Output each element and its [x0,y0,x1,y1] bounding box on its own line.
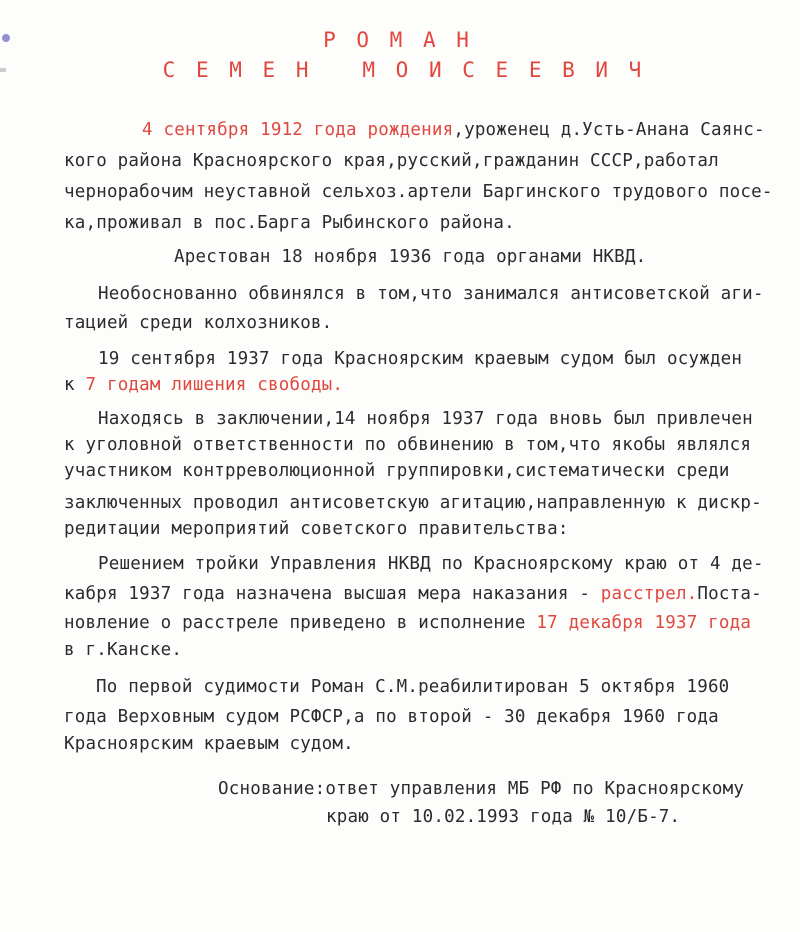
paragraph-birth-line-3: чернорабочим неуставной сельхоз.артели Баргинского трудового посе- [64,182,773,202]
verdict-line-3: новление о расстреле приведено в исполнение 17 декабря 1937 года [64,613,752,633]
verdict-line-4: в г.Канске. [64,640,183,660]
paragraph-birth-line-2: кого района Красноярского края,русский,гражданин СССР,работал [64,151,719,171]
verdict-line-2: кабря 1937 года назначена высшая мера наказания - расстрел.Поста- [64,584,762,604]
second-case-line-2: к уголовной ответственности по обвинению в том,что якобы являлся [64,435,752,455]
basis-line-1: Основание:ответ управления МБ РФ по Красноярскому [218,779,745,799]
second-case-line-5: редитации мероприятий советского правительства: [64,519,569,539]
verdict-line-1: Решением тройки Управления НКВД по Красноярскому краю от 4 де- [98,554,764,574]
birth-place: ,уроженец д.Усть-Анана Саянс- [453,120,765,140]
name-heading: С Е М Е Н М О И С Е Е В И Ч [162,58,646,82]
accusation-line-1: Необоснованно обвинялся в том,что занимался антисоветской аги- [98,284,764,304]
second-case-line-4: заключенных проводил антисоветскую агитацию,направленную к дискр- [64,493,762,513]
execution-date: 17 декабря 1937 года [536,613,752,633]
sentence-line-2: к 7 годам лишения свободы. [64,375,344,395]
second-case-line-1: Находясь в заключении,14 ноября 1937 года вновь был привлечен [98,409,753,429]
verdict-execution: расстрел. [600,584,698,604]
surname-heading: Р О М А Н [323,28,473,52]
paragraph-birth-line-4: ка,проживал в пос.Барга Рыбинского района. [64,213,515,233]
birth-date: 4 сентября 1912 года рождения [142,120,454,140]
rehabilitation-line-2: года Верховным судом РСФСР,а по второй - 30 декабря 1960 года [64,707,719,727]
arrest-line: Арестован 18 ноября 1936 года органами НКВД. [174,247,647,267]
rehabilitation-line-3: Красноярским краевым судом. [64,734,354,754]
accusation-line-2: тацией среди колхозников. [64,313,333,333]
basis-line-2: краю от 10.02.1993 года № 10/Б-7. [326,807,681,827]
second-case-line-3: участником контрреволюционной группировки,систематически среди [64,461,730,481]
sentence-term: 7 годам лишения свободы. [85,375,344,395]
sentence-line-1: 19 сентября 1937 года Красноярским краевым судом был осужден [98,349,743,369]
paragraph-birth-line-1 [142,119,765,141]
rehabilitation-line-1: По первой судимости Роман С.М.реабилитирован 5 октября 1960 [96,677,730,697]
